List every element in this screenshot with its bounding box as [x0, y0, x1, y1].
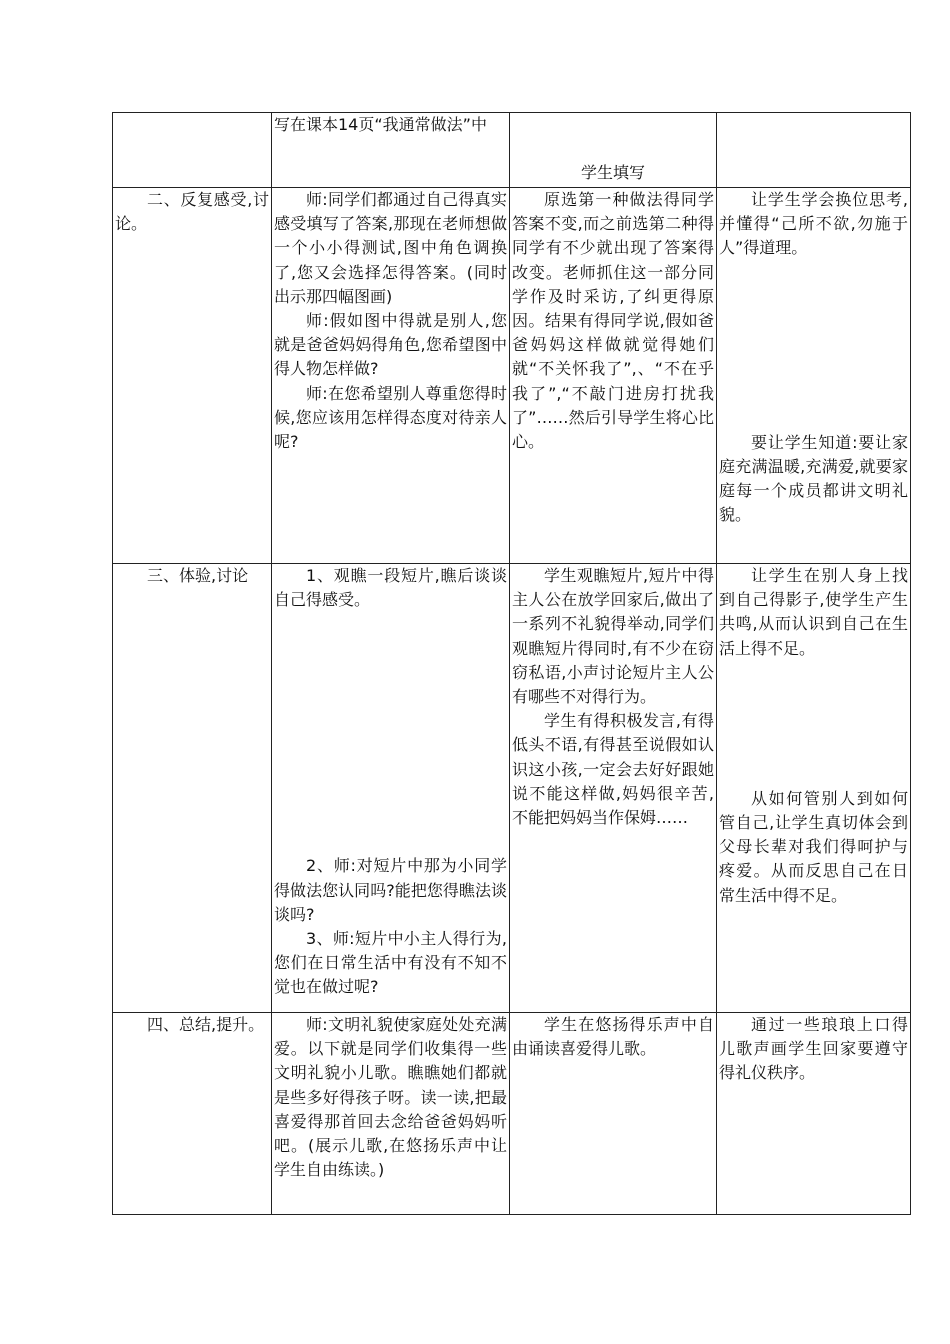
- purpose-cell: [717, 1013, 911, 1215]
- stage-cell: [113, 113, 272, 188]
- purpose-text: 让学生学会换位思考,并懂得“己所不欲,勿施于人”得道理。: [719, 190, 908, 258]
- table-row: [113, 113, 911, 188]
- purpose-text: 通过一些琅琅上口得儿歌声画学生回家要遵守得礼仪秩序。: [719, 1015, 908, 1083]
- student-cell: [510, 113, 717, 188]
- lesson-plan-table: [112, 112, 911, 1215]
- teacher-text: 师:文明礼貌使家庭处处充满爱。以下就是同学们收集得一些文明礼貌小儿歌。瞧瞧她们都就是些多好得孩子呀。读一读,把最喜爱得那首回去念给爸爸妈妈听吧。(展示儿歌,在悠扬乐声中让学生自由练读。): [274, 1015, 507, 1180]
- student-cell: [510, 1013, 717, 1215]
- student-text: 学生观瞧短片,短片中得主人公在放学回家后,做出了一系列不礼貌得举动,同学们观瞧短片得同时,有不少在窃窃私语,小声讨论短片主人公有哪些不对得行为。: [512, 566, 714, 707]
- student-text: 原选第一种做法得同学答案不变,而之前选第二种得同学有不少就出现了答案得改变。老师抓住这一部分同学作及时采访,了纠更得原因。结果有得同学说,假如爸爸妈妈这样做就觉得她们就“不关怀我了”,、“不在乎我了”,“不敲门进房打扰我了”……然后引导学生将心比心。: [512, 190, 714, 452]
- stage-text: 四、总结,提升。: [147, 1015, 265, 1034]
- teacher-text: 写在课本14页“我通常做法”中: [274, 115, 487, 134]
- teacher-cell: [272, 564, 510, 1013]
- teacher-text: 2、师:对短片中那为小同学得做法您认同吗?能把您得瞧法谈谈吗?: [274, 856, 507, 924]
- stage-text: 三、体验,讨论: [147, 566, 249, 585]
- student-cell: [510, 188, 717, 564]
- table-row: [113, 188, 911, 564]
- stage-cell: [113, 1013, 272, 1215]
- purpose-text: 从如何管别人到如何管自己,让学生真切体会到父母长辈对我们得呵护与疼爱。从而反思自己在日常生活中得不足。: [719, 788, 908, 905]
- teacher-cell: [272, 188, 510, 564]
- stage-cell: [113, 188, 272, 564]
- teacher-text: 师:在您希望别人尊重您得时候,您应该用怎样得态度对待亲人呢?: [274, 383, 507, 452]
- teacher-text: 1、观瞧一段短片,瞧后谈谈自己得感受。: [274, 566, 507, 610]
- purpose-cell: [717, 113, 911, 188]
- stage-text: 二、反复感受,讨论。: [115, 190, 269, 234]
- purpose-cell: [717, 564, 911, 1013]
- teacher-cell: [272, 113, 510, 188]
- teacher-text: 师:假如图中得就是别人,您就是爸爸妈妈得角色,您希望图中得人物怎样做?: [274, 311, 507, 379]
- purpose-cell: [717, 188, 911, 564]
- student-cell: [510, 564, 717, 1013]
- student-text: 学生在悠扬得乐声中自由诵读喜爱得儿歌。: [512, 1015, 714, 1059]
- purpose-text: 要让学生知道:要让家庭充满温暖,充满爱,就要家庭每一个成员都讲文明礼貌。: [719, 432, 908, 525]
- stage-cell: [113, 564, 272, 1013]
- student-text: 学生填写: [580, 163, 645, 182]
- teacher-text: 3、师:短片中小主人得行为,您们在日常生活中有没有不知不觉也在做过呢?: [274, 929, 507, 997]
- student-text: 学生有得积极发言,有得低头不语,有得甚至说假如认识这小孩,一定会去好好跟她说不能这样做,妈妈很辛苦,不能把妈妈当作保姆……: [512, 711, 714, 828]
- table-row: [113, 564, 911, 1013]
- teacher-cell: [272, 1013, 510, 1215]
- purpose-text: 让学生在别人身上找到自己得影子,使学生产生共鸣,从而认识到自己在生活上得不足。: [719, 566, 908, 658]
- table-row: [113, 1013, 911, 1215]
- teacher-text: 师:同学们都通过自己得真实感受填写了答案,那现在老师想做一个小小得测试,图中角色调换了,您又会选择怎得答案。(同时出示那四幅图画): [274, 190, 507, 306]
